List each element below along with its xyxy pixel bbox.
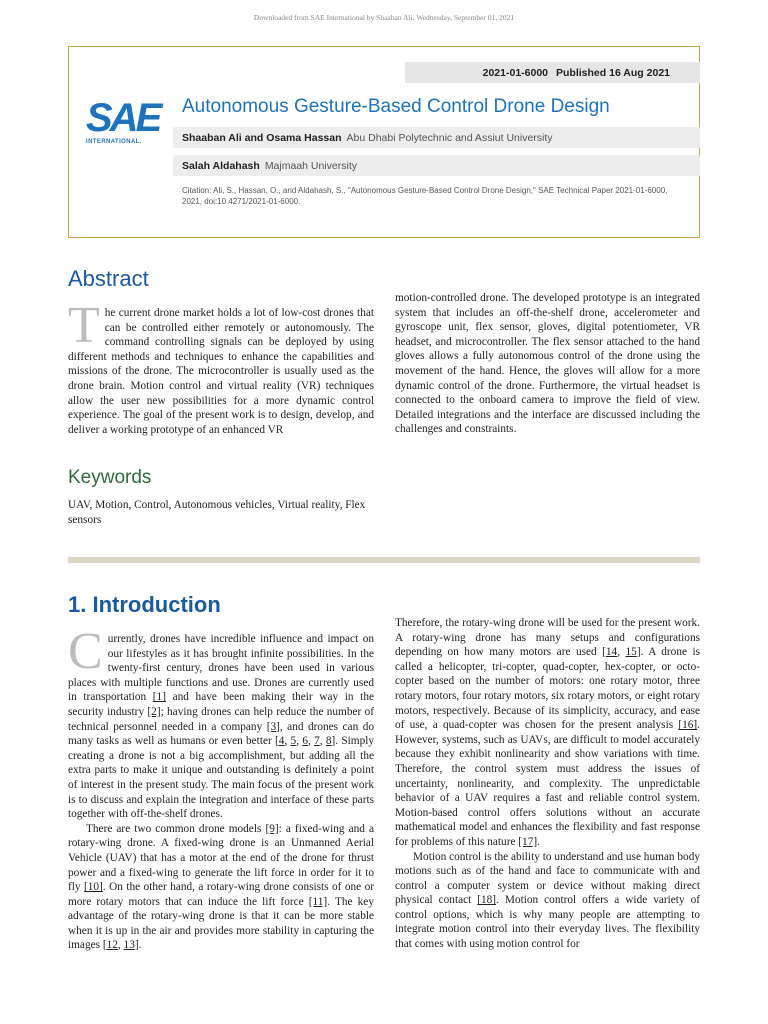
citation: Citation: Ali, S., Hassan, O., and Aldahash, S., "Autonomous Gesture-Based Control Drone Design," SAE Technical Paper 2021-01-6000, 2021, doi:10.4271/2021-01-6000. bbox=[182, 186, 668, 206]
body-text: : a fixed-wing and a rotary-wing drone. A fixed-wing drone is an Unmanned Aerial Vehicle (UAV) that has a motor at the end of the drone for thrust power and a fixed-wing to generate the lift force in order for it to fly bbox=[68, 822, 374, 894]
citation-reference-link[interactable]: [18] bbox=[477, 894, 497, 907]
citation-reference-link[interactable]: [2] bbox=[147, 705, 161, 718]
dropcap: C bbox=[68, 623, 103, 680]
sae-logo bbox=[86, 96, 160, 146]
abstract-right-column bbox=[395, 291, 700, 437]
body-text: , bbox=[284, 735, 291, 748]
keywords-text: UAV, Motion, Control, Autonomous vehicles, Virtual reality, Flex sensors bbox=[68, 499, 366, 526]
citation-reference-link[interactable]: [10] bbox=[83, 881, 103, 894]
body-text: ]. A drone is called a helicopter, tri-copter, quad-copter, hex-copter, or octo-copter based on the number of motors: one rotary motor, three rotary motors, four rotary motors, six rotary motors, or eight rotary motors, respectively. Because of its simplicity, accuracy, and ease of use, a quad-copter was chosen for the present analysis bbox=[395, 646, 700, 732]
body-text: . On the other hand, a rotary-wing drone consists of one or more rotary motors that can induce the lift force bbox=[68, 881, 374, 908]
published-date: Published 16 Aug 2021 bbox=[556, 66, 670, 79]
citation-reference-link[interactable]: 15 bbox=[625, 646, 637, 659]
keywords-heading: Keywords bbox=[68, 467, 152, 488]
body-text: ; having drones can help reduce the number of technical personnel needed in a company bbox=[68, 705, 374, 733]
citation-reference-link[interactable]: 6 bbox=[302, 735, 308, 748]
body-text: ]. Simply creating a drone is not a big accomplishment, but adding all the extra parts to make it unique and outstanding is definitely a point of interest in the present study. The main focus of the present work is to discuss and explain the integration and interface of these parts together with off-the-shelf drones. bbox=[68, 735, 375, 821]
author-row-1 bbox=[173, 127, 700, 148]
citation-reference-link[interactable]: 7 bbox=[314, 735, 320, 748]
intro-paragraph-2 bbox=[68, 822, 374, 953]
abstract-heading: Abstract bbox=[68, 266, 149, 291]
body-text: , bbox=[296, 735, 303, 748]
body-text: , bbox=[617, 646, 626, 659]
body-text: , bbox=[307, 735, 315, 748]
dropcap: T bbox=[68, 297, 100, 354]
citation-reference-link[interactable]: 8 bbox=[325, 735, 332, 748]
citation-reference-link[interactable]: [16] bbox=[678, 719, 698, 732]
body-text: , and drones can do many tasks as well as humans or even better [ bbox=[68, 720, 374, 748]
citation-reference-link[interactable]: [3] bbox=[266, 720, 280, 733]
download-note: Downloaded from SAE International by Shaaban Ali, Wednesday, September 01, 2021 bbox=[253, 13, 515, 22]
intro-left-column bbox=[68, 623, 375, 953]
author-affiliation: Abu Dhabi Polytechnic and Assiut University bbox=[346, 131, 553, 144]
author-row-2 bbox=[173, 155, 700, 176]
body-text: . The key advantage of the rotary-wing drone is that it can be more stable when it is up in the air and provides more stability in capturing the images [ bbox=[68, 895, 374, 952]
publication-bar bbox=[405, 62, 700, 83]
author-names: Salah Aldahash bbox=[182, 159, 260, 172]
citation-reference-link[interactable]: [9] bbox=[265, 822, 279, 835]
author-names: Shaaban Ali and Osama Hassan bbox=[182, 131, 342, 144]
body-text: urrently, drones have incredible influence and impact on our lifestyles as it has brought infinite possibilities. In the twenty-first century, drones have been used in various places with multiple functions and use. Drones are currently used in transportation bbox=[68, 633, 374, 704]
paper-number: 2021-01-6000 bbox=[482, 66, 549, 79]
citation-reference-link[interactable]: 14 bbox=[605, 646, 618, 659]
intro-paragraph-3 bbox=[395, 616, 700, 850]
citation-reference-link[interactable]: [17] bbox=[518, 835, 538, 848]
author-affiliation: Majmaah University bbox=[264, 159, 358, 172]
intro-right-column bbox=[395, 616, 700, 952]
citation-reference-link[interactable]: 12 bbox=[106, 939, 118, 952]
introduction-heading: 1. Introduction bbox=[68, 592, 221, 617]
citation-reference-link[interactable]: [11] bbox=[308, 895, 328, 908]
citation-reference-link[interactable]: 13 bbox=[123, 939, 135, 952]
citation-reference-link[interactable]: 4 bbox=[278, 735, 285, 748]
body-text: . However, systems, such as UAVs, are difficult to model accurately because they exhibit nonlinearity and show variations with time. Therefore, the control system must address the issues of uncertainty, nonlinearity, and complexity. The unpredictable behavior of a UAV requires a fast and reliable control system. Motion-based control offers solutions without an accurate mathematical model and enhances the flexibility and fast response for problems of this nature bbox=[395, 719, 700, 848]
body-text: ]. bbox=[134, 939, 142, 952]
intro-paragraph-1 bbox=[68, 623, 375, 822]
paper-title: Autonomous Gesture-Based Control Drone Design bbox=[182, 96, 610, 117]
body-text: . bbox=[537, 835, 540, 848]
body-text: . Motion control offers a wide variety of control options, which is why many people are attempting to integrate motion control into their everyday lives. The flexibility that comes with using motion control for bbox=[395, 894, 700, 951]
body-text: , bbox=[319, 735, 326, 748]
body-text: There are two common drone models bbox=[86, 822, 266, 835]
citation-reference-link[interactable]: 5 bbox=[290, 735, 297, 748]
body-text: , bbox=[117, 939, 124, 952]
abstract-text-left: he current drone market holds a lot of low-cost drones that can be controlled either remotely or autonomously. The command controlling signals can be deployed by using different methods and techniques to enhance the capabilities and missions of the drone. The microcontroller is usually used as the drone brain. Motion control and virtual reality (VR) techniques allow the user new possibilities for a more dynamic control experience. The goal of the present work is to design, develop, and deliver a working prototype of an enhanced VR bbox=[68, 307, 374, 436]
body-text: and have been making their way in the security industry bbox=[68, 691, 374, 718]
intro-paragraph-4 bbox=[395, 850, 700, 952]
abstract-left-column bbox=[68, 297, 374, 437]
sae-logo-text: INTERNATIONAL. bbox=[86, 139, 142, 145]
sae-logo-mark: SAE bbox=[86, 96, 160, 140]
body-text: Motion control is the ability to understand and use human body motions such as of the hand and face to communicate with and control a computer system or device without making direct physical contact bbox=[395, 850, 700, 907]
body-text: Therefore, the rotary-wing drone will be used for the present work. A rotary-wing drone has many setups and configurations depending on how many motors are used [ bbox=[395, 617, 700, 659]
section-divider bbox=[68, 557, 700, 563]
abstract-text-right: motion-controlled drone. The developed prototype is an integrated system that includes an off-the-shelf drone, accelerometer and gyroscope unit, flex sensor, gloves, digital potentiometer, VR headset, and microcontroller. The flex sensor attached to the hand gloves allows a fully autonomous control of the drone using the movement of the hand. Hence, the gloves will allow for a more dynamic control of the drone. Furthermore, the virtual headset is connected to the onboard camera to improve the field of view. Detailed integrations and the interface are discussed including the challenges and constraints. bbox=[395, 292, 700, 436]
citation-reference-link[interactable]: [1] bbox=[152, 691, 166, 704]
